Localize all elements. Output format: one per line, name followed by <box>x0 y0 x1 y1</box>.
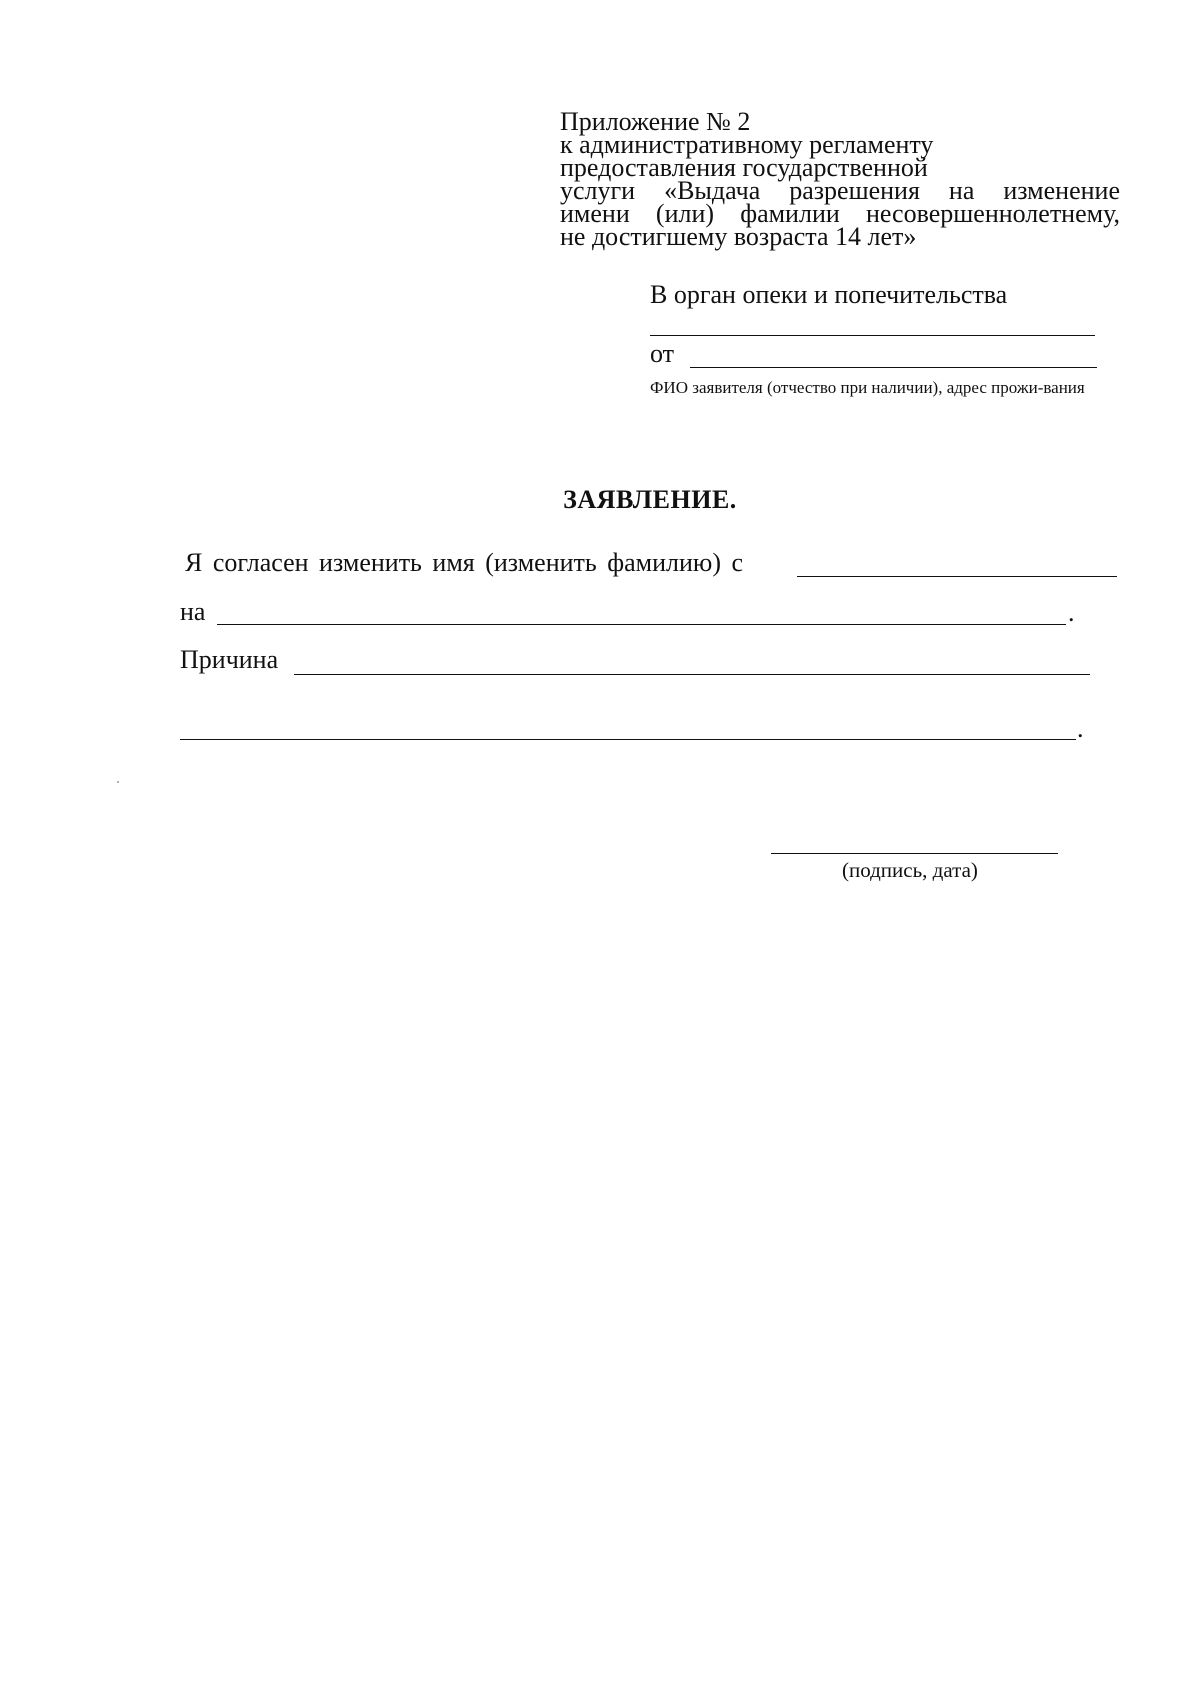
reason-period: . <box>1077 714 1084 743</box>
statement-agree-text: Я согласен изменить имя (изменить фамилию) с <box>185 548 744 577</box>
addressee-label: В орган опеки и попечительства <box>650 280 1008 309</box>
new-name-period: . <box>1068 598 1075 627</box>
reason-field-line-2[interactable] <box>180 739 1076 740</box>
authority-name-field[interactable] <box>650 335 1095 336</box>
new-name-field[interactable] <box>217 624 1066 625</box>
appendix-line-2: к административному регламенту <box>560 130 934 159</box>
document-title: ЗАЯВЛЕНИЕ. <box>563 485 737 514</box>
signature-caption: (подпись, дата) <box>842 858 978 882</box>
applicant-field-hint: ФИО заявителя (отчество при наличии), адрес прожи-вания <box>650 378 1085 397</box>
statement-to-label: на <box>180 597 206 626</box>
applicant-field[interactable] <box>690 367 1097 368</box>
from-label: от <box>650 339 675 368</box>
reason-label: Причина <box>180 645 279 674</box>
appendix-header <box>560 107 1120 251</box>
signature-field[interactable] <box>771 853 1058 854</box>
appendix-line-5: имени (или) фамилии несовершеннолетнему, <box>560 199 1120 228</box>
appendix-line-3: предоставления государственной <box>560 153 928 182</box>
appendix-line-4: услуги «Выдача разрешения на изменение <box>560 176 1120 205</box>
scan-speck <box>117 781 119 783</box>
reason-field-line-1[interactable] <box>294 674 1090 675</box>
old-name-field[interactable] <box>797 576 1117 577</box>
appendix-number: Приложение № 2 <box>560 107 751 136</box>
appendix-line-6: не достигшему возраста 14 лет» <box>560 222 917 251</box>
